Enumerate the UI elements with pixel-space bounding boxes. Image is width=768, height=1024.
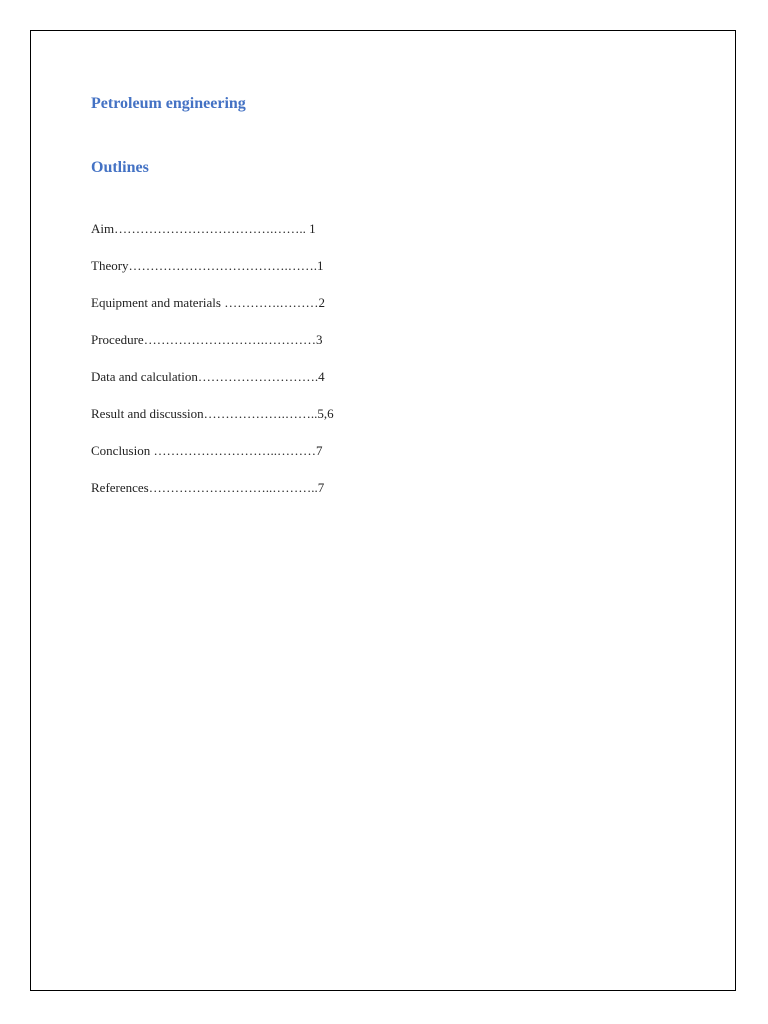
toc-entry-result-and-discussion: Result and discussion……………….……..5,6 <box>91 406 334 421</box>
toc-entry-references: References………………………..………..7 <box>91 480 325 495</box>
toc-entry-equipment-and-materials: Equipment and materials ………….………2 <box>91 295 325 310</box>
document-title: Petroleum engineering <box>91 95 246 112</box>
toc-entry-data-and-calculation: Data and calculation……………………….4 <box>91 369 325 384</box>
table-of-contents <box>91 219 334 515</box>
toc-entry-conclusion: Conclusion ………………………..………7 <box>91 443 323 458</box>
outlines-heading: Outlines <box>91 159 149 176</box>
toc-entry-theory: Theory……………………………….…….1 <box>91 258 324 273</box>
toc-entry-aim: Aim……………………………….…….. 1 <box>91 221 316 236</box>
toc-entry-procedure: Procedure……………………….…………3 <box>91 332 323 347</box>
document-page <box>30 30 736 991</box>
